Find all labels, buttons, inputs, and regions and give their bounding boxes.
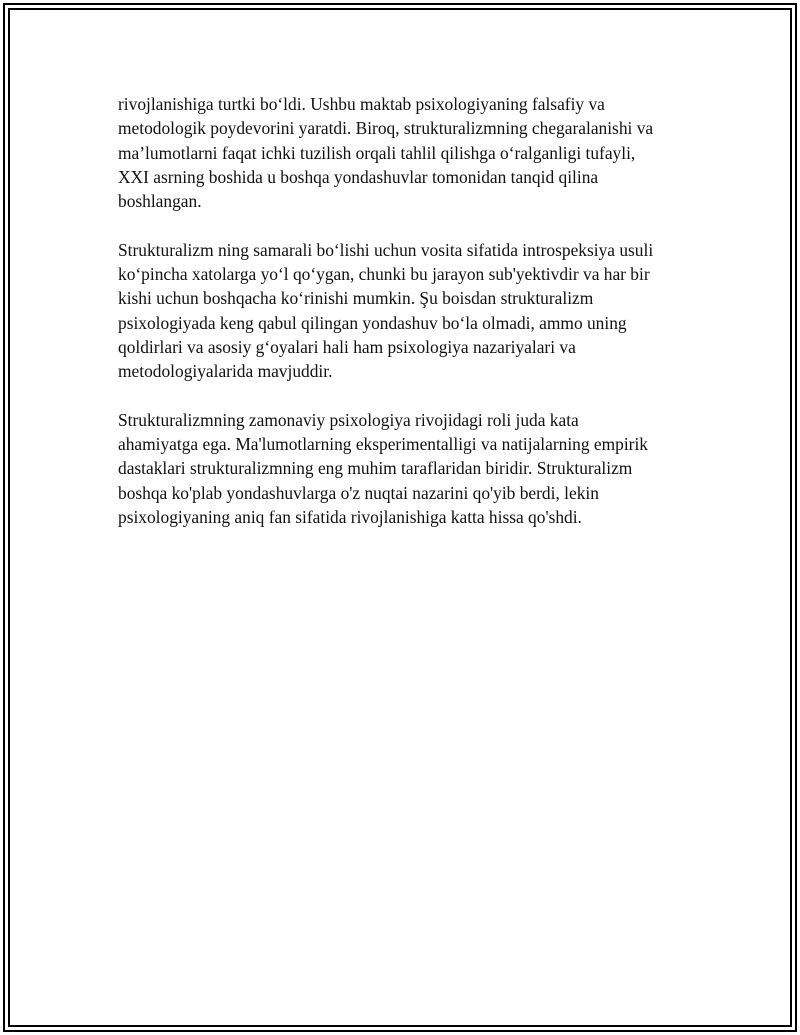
text-line: dastaklari strukturalizmning eng muhim taraflaridan biridir. Strukturalizm	[118, 458, 633, 479]
text-line: rivojlanishiga turtki bo‘ldi. Ushbu maktab psixologiyaning falsafiy va	[118, 94, 605, 114]
text-line: Strukturalizmning zamonaviy psixologiya rivojidagi roli juda kata	[118, 409, 579, 430]
text-line: ma’lumotlarni faqat ichki tuzilish orqali tahlil qilishga o‘ralganligi tufayli,	[118, 142, 636, 163]
text-line: XXI asrning boshida u boshqa yondashuvlar tomonidan tanqid qilina	[118, 166, 599, 187]
text-line: qoldirlari va asosiy g‘oyalari hali ham psixologiya nazariyalari va	[118, 336, 576, 357]
text-line: psixologiyada keng qabul qilingan yondashuv bo‘la olmadi, ammo uning	[118, 312, 627, 333]
text-line: Strukturalizm ning samarali bo‘lishi uchun vosita sifatida introspeksiya usuli	[118, 239, 654, 260]
text-line: boshlangan.	[118, 191, 202, 212]
text-line: ko‘pincha xatolarga yo‘l qo‘ygan, chunki bu jarayon sub'yektivdir va har bir	[118, 264, 650, 285]
text-line: metodologik poydevorini yaratdi. Biroq, strukturalizmning chegaralanishi va	[118, 118, 654, 139]
text-line: kishi uchun boshqacha ko‘rinishi mumkin. Şu boisdan strukturalizm	[118, 288, 594, 309]
text-line: boshqa ko'plab yondashuvlarga o'z nuqtai nazarini qo'yib berdi, lekin	[118, 482, 599, 503]
paragraph-3	[118, 408, 698, 529]
paragraph-1	[118, 92, 698, 213]
paragraph-2	[118, 238, 698, 384]
text-line: metodologiyalarida mavjuddir.	[118, 361, 333, 382]
document-body	[118, 92, 698, 554]
text-line: psixologiyaning aniq fan sifatida rivojlanishiga katta hissa qo'shdi.	[118, 507, 582, 528]
text-line: ahamiyatga ega. Ma'lumotlarning eksperimentalligi va natijalarning empirik	[118, 434, 648, 455]
